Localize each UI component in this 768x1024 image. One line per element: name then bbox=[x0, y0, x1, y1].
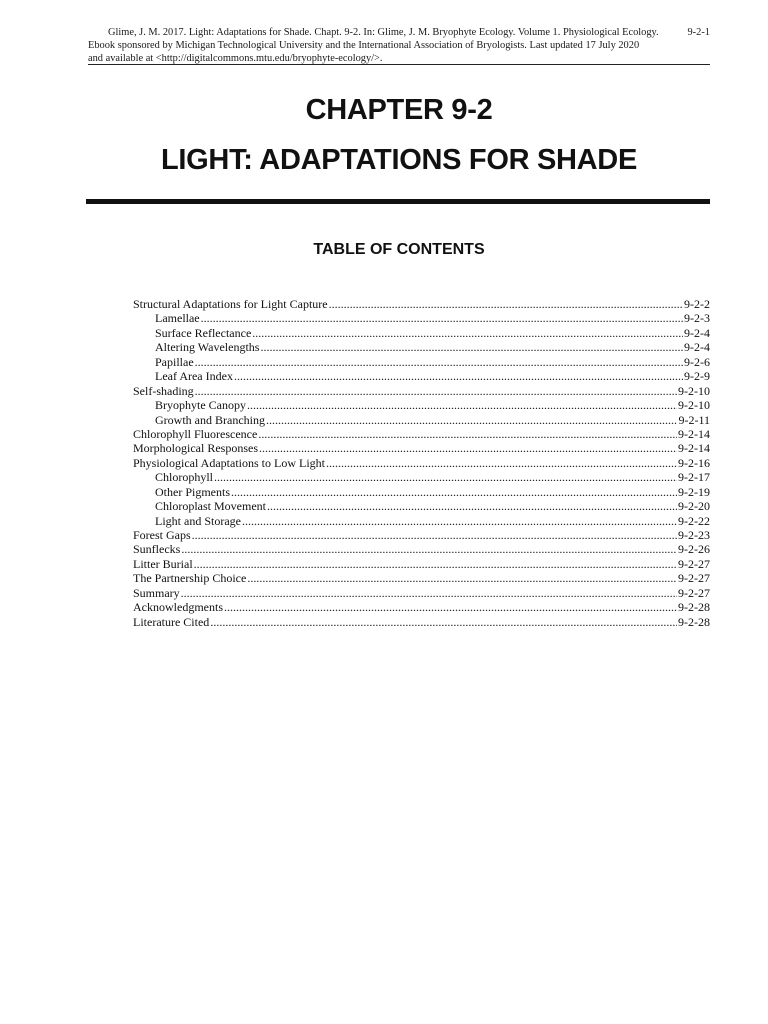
toc-entry-page: 9-2-22 bbox=[678, 513, 710, 528]
toc-dot-leader bbox=[252, 326, 683, 340]
title-divider bbox=[86, 199, 710, 204]
toc-entry-label: Chlorophyll Fluorescence bbox=[133, 426, 258, 441]
toc-entry-label: Other Pigments bbox=[155, 484, 230, 499]
toc-entry[interactable] bbox=[133, 369, 710, 383]
toc-entry-page: 9-2-3 bbox=[684, 311, 710, 326]
toc-entry-page: 9-2-2 bbox=[684, 297, 710, 311]
toc-entry-label: Sunflecks bbox=[133, 542, 181, 557]
toc-entry[interactable] bbox=[133, 586, 710, 600]
toc-entry-label: Altering Wavelengths bbox=[155, 340, 260, 355]
toc-dot-leader bbox=[181, 586, 677, 600]
toc-entry-label: Bryophyte Canopy bbox=[155, 398, 246, 413]
toc-entry[interactable] bbox=[133, 542, 710, 556]
toc-entry[interactable] bbox=[133, 470, 710, 484]
toc-entry-page: 9-2-16 bbox=[678, 455, 710, 470]
chapter-number: CHAPTER 9-2 bbox=[305, 94, 493, 126]
toc-entry[interactable] bbox=[133, 311, 710, 325]
toc-entry-page: 9-2-27 bbox=[678, 585, 710, 600]
toc-dot-leader bbox=[195, 384, 677, 398]
toc-entry-label: Leaf Area Index bbox=[155, 369, 233, 384]
toc-entry[interactable] bbox=[133, 427, 710, 441]
toc-dot-leader bbox=[231, 485, 677, 499]
toc-dot-leader bbox=[247, 571, 677, 585]
toc-entry-label: Self-shading bbox=[133, 383, 194, 398]
toc-entry[interactable] bbox=[133, 384, 710, 398]
toc-entry[interactable] bbox=[133, 485, 710, 499]
toc-dot-leader bbox=[194, 557, 677, 571]
toc-entry[interactable] bbox=[133, 340, 710, 354]
toc-entry[interactable] bbox=[133, 297, 710, 311]
citation-text: Glime, J. M. 2017. Light: Adaptations for Shade. Chapt. 9-2. In: Glime, J. M. Bryophyte Ecology. Volume 1. Physiological Ecology. bbox=[108, 27, 659, 38]
toc-entry-label: Chlorophyll bbox=[155, 470, 214, 485]
toc-entry-page: 9-2-4 bbox=[684, 325, 710, 340]
toc-entry-label: The Partnership Choice bbox=[133, 571, 247, 586]
toc-dot-leader bbox=[195, 355, 683, 369]
toc-entry-label: Physiological Adaptations to Low Light bbox=[133, 455, 325, 470]
header-sponsor-line bbox=[88, 39, 710, 52]
availability-text: and available at <http://digitalcommons.mtu.edu/bryophyte-ecology/>. bbox=[88, 53, 383, 64]
toc-entry-page: 9-2-14 bbox=[678, 441, 710, 456]
toc-entry-label: Forest Gaps bbox=[133, 528, 191, 542]
toc-entry[interactable] bbox=[133, 355, 710, 369]
toc-entry-label: Light and Storage bbox=[155, 513, 241, 528]
toc-dot-leader bbox=[260, 340, 683, 354]
toc-entry-label: Acknowledgments bbox=[133, 600, 223, 615]
page-header bbox=[88, 26, 710, 65]
toc-entry-page: 9-2-14 bbox=[678, 426, 710, 441]
toc-entry[interactable] bbox=[133, 514, 710, 528]
toc-entry-page: 9-2-27 bbox=[678, 571, 710, 586]
toc-dot-leader bbox=[329, 297, 683, 311]
toc-entry-label: Papillae bbox=[155, 354, 194, 369]
toc-entry[interactable] bbox=[133, 571, 710, 585]
toc-entry-label: Chloroplast Movement bbox=[155, 499, 266, 514]
toc-entry-label: Morphological Responses bbox=[133, 441, 258, 456]
toc-entry[interactable] bbox=[133, 456, 710, 470]
toc-dot-leader bbox=[242, 514, 677, 528]
toc-entry-page: 9-2-23 bbox=[678, 528, 710, 542]
toc-entry[interactable] bbox=[133, 398, 710, 412]
toc-heading: TABLE OF CONTENTS bbox=[313, 241, 485, 258]
toc-entry-label: Literature Cited bbox=[133, 614, 210, 629]
toc-entry-label: Structural Adaptations for Light Capture bbox=[133, 297, 328, 311]
toc-dot-leader bbox=[224, 600, 677, 614]
toc-entry-page: 9-2-20 bbox=[678, 499, 710, 514]
page-number: 9-2-1 bbox=[687, 27, 710, 38]
toc-entry-page: 9-2-6 bbox=[684, 354, 710, 369]
chapter-title: LIGHT: ADAPTATIONS FOR SHADE bbox=[161, 144, 637, 176]
sponsor-text: Ebook sponsored by Michigan Technological University and the International Association of Bryologists. Last updated 17 July 2020 bbox=[88, 40, 640, 51]
toc-entry-label: Surface Reflectance bbox=[155, 325, 252, 340]
toc-entry[interactable] bbox=[133, 528, 710, 542]
toc-dot-leader bbox=[201, 311, 683, 325]
toc-entry-page: 9-2-10 bbox=[678, 383, 710, 398]
toc-entry-label: Summary bbox=[133, 585, 180, 600]
toc-dot-leader bbox=[181, 542, 677, 556]
toc-entry-label: Lamellae bbox=[155, 311, 200, 326]
toc-entry-page: 9-2-10 bbox=[678, 398, 710, 413]
toc-entry-page: 9-2-4 bbox=[684, 340, 710, 355]
toc-dot-leader bbox=[259, 441, 677, 455]
toc-entry-page: 9-2-27 bbox=[678, 556, 710, 571]
toc-entry-label: Litter Burial bbox=[133, 556, 193, 571]
toc-dot-leader bbox=[267, 499, 677, 513]
toc-dot-leader bbox=[326, 456, 677, 470]
toc-entry[interactable] bbox=[133, 499, 710, 513]
toc-entry[interactable] bbox=[133, 557, 710, 571]
toc-dot-leader bbox=[266, 413, 677, 427]
toc-entry[interactable] bbox=[133, 600, 710, 614]
toc-dot-leader bbox=[192, 528, 677, 542]
toc-entry-page: 9-2-26 bbox=[678, 542, 710, 557]
toc-entry[interactable] bbox=[133, 413, 710, 427]
toc-entry-page: 9-2-19 bbox=[678, 484, 710, 499]
toc-entry-label: Growth and Branching bbox=[155, 412, 265, 427]
toc-entry-page: 9-2-17 bbox=[678, 470, 710, 485]
toc-dot-leader bbox=[234, 369, 683, 383]
toc-entry-page: 9-2-28 bbox=[678, 614, 710, 629]
table-of-contents bbox=[133, 297, 710, 629]
toc-entry[interactable] bbox=[133, 615, 710, 629]
toc-dot-leader bbox=[214, 470, 677, 484]
toc-dot-leader bbox=[210, 615, 677, 629]
header-citation-line bbox=[88, 26, 710, 39]
toc-entry-page: 9-2-11 bbox=[678, 412, 710, 427]
toc-entry[interactable] bbox=[133, 441, 710, 455]
toc-dot-leader bbox=[247, 398, 677, 412]
toc-entry[interactable] bbox=[133, 326, 710, 340]
header-divider bbox=[88, 64, 710, 65]
toc-entry-page: 9-2-9 bbox=[684, 369, 710, 384]
toc-dot-leader bbox=[258, 427, 677, 441]
toc-entry-page: 9-2-28 bbox=[678, 600, 710, 615]
